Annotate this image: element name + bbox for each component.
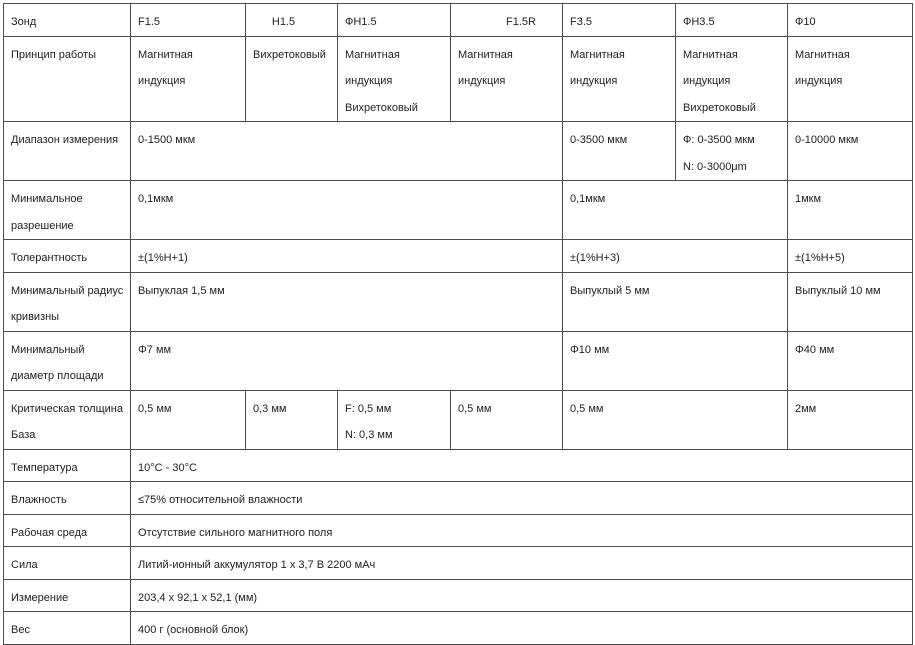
critical-f15r: 0,5 мм: [451, 390, 563, 449]
range-fh35: Ф: 0-3500 мкм N: 0-3000μm: [676, 122, 788, 181]
environment-label: Рабочая среда: [4, 514, 131, 547]
temperature-label: Температура: [4, 449, 131, 482]
area-small-probes: Φ7 мм: [131, 331, 563, 390]
curvature-label: Минимальный радиус кривизны: [4, 272, 131, 331]
principle-row: [4, 36, 913, 122]
critical-h15: 0,3 мм: [246, 390, 338, 449]
tolerance-small-probes: ±(1%H+1): [131, 240, 563, 273]
tolerance-f10: ±(1%H+5): [788, 240, 913, 273]
dimension-label: Измерение: [4, 579, 131, 612]
range-small-probes: 0-1500 мкм: [131, 122, 563, 181]
critical-row: [4, 390, 913, 449]
area-f10: Φ40 мм: [788, 331, 913, 390]
power-value: Литий-ионный аккумулятор 1 x 3,7 В 2200 мАч: [131, 547, 913, 580]
curvature-mid-probes: Выпуклый 5 мм: [563, 272, 788, 331]
temperature-value: 10°C - 30°C: [131, 449, 913, 482]
area-mid-probes: Φ10 мм: [563, 331, 788, 390]
critical-f15: 0,5 мм: [131, 390, 246, 449]
header-probe-fh35: ФH3.5: [676, 4, 788, 37]
humidity-label: Влажность: [4, 482, 131, 515]
weight-label: Вес: [4, 612, 131, 645]
range-f35: 0-3500 мкм: [563, 122, 676, 181]
critical-label: Критическая толщина База: [4, 390, 131, 449]
header-label: Зонд: [4, 4, 131, 37]
principle-f15r: Магнитная индукция: [451, 36, 563, 122]
resolution-label: Минимальное разрешение: [4, 181, 131, 240]
header-probe-h15: H1.5: [246, 4, 338, 37]
principle-f15: Магнитная индукция: [131, 36, 246, 122]
resolution-f10: 1мкм: [788, 181, 913, 240]
header-probe-f10: Ф10: [788, 4, 913, 37]
humidity-row: [4, 482, 913, 515]
curvature-small-probes: Выпуклая 1,5 мм: [131, 272, 563, 331]
header-probe-f15: F1.5: [131, 4, 246, 37]
principle-f35: Магнитная индукция: [563, 36, 676, 122]
header-probe-f35: F3.5: [563, 4, 676, 37]
critical-mid-probes: 0,5 мм: [563, 390, 788, 449]
principle-f10: Магнитная индукция: [788, 36, 913, 122]
environment-value: Отсутствие сильного магнитного поля: [131, 514, 913, 547]
principle-fh15: Магнитная индукция Вихретоковый: [338, 36, 451, 122]
environment-row: [4, 514, 913, 547]
area-row: [4, 331, 913, 390]
tolerance-label: Толерантность: [4, 240, 131, 273]
area-label: Минимальный диаметр площади: [4, 331, 131, 390]
tolerance-mid-probes: ±(1%H+3): [563, 240, 788, 273]
dimension-value: 203,4 x 92,1 x 52,1 (мм): [131, 579, 913, 612]
weight-value: 400 г (основной блок): [131, 612, 913, 645]
spec-table: [3, 3, 913, 645]
humidity-value: ≤75% относительной влажности: [131, 482, 913, 515]
dimension-row: [4, 579, 913, 612]
resolution-row: [4, 181, 913, 240]
tolerance-row: [4, 240, 913, 273]
curvature-row: [4, 272, 913, 331]
header-row: [4, 4, 913, 37]
principle-label: Принцип работы: [4, 36, 131, 122]
curvature-f10: Выпуклый 10 мм: [788, 272, 913, 331]
critical-f10: 2мм: [788, 390, 913, 449]
header-probe-fh15: ФH1.5: [338, 4, 451, 37]
principle-h15: Вихретоковый: [246, 36, 338, 122]
principle-fh35: Магнитная индукция Вихретоковый: [676, 36, 788, 122]
temperature-row: [4, 449, 913, 482]
header-probe-f15r: F1.5R: [451, 4, 563, 37]
range-label: Диапазон измерения: [4, 122, 131, 181]
power-label: Сила: [4, 547, 131, 580]
resolution-mid-probes: 0,1мкм: [563, 181, 788, 240]
resolution-small-probes: 0,1мкм: [131, 181, 563, 240]
power-row: [4, 547, 913, 580]
range-row: [4, 122, 913, 181]
weight-row: [4, 612, 913, 645]
range-f10: 0-10000 мкм: [788, 122, 913, 181]
critical-fh15: F: 0,5 мм N: 0,3 мм: [338, 390, 451, 449]
